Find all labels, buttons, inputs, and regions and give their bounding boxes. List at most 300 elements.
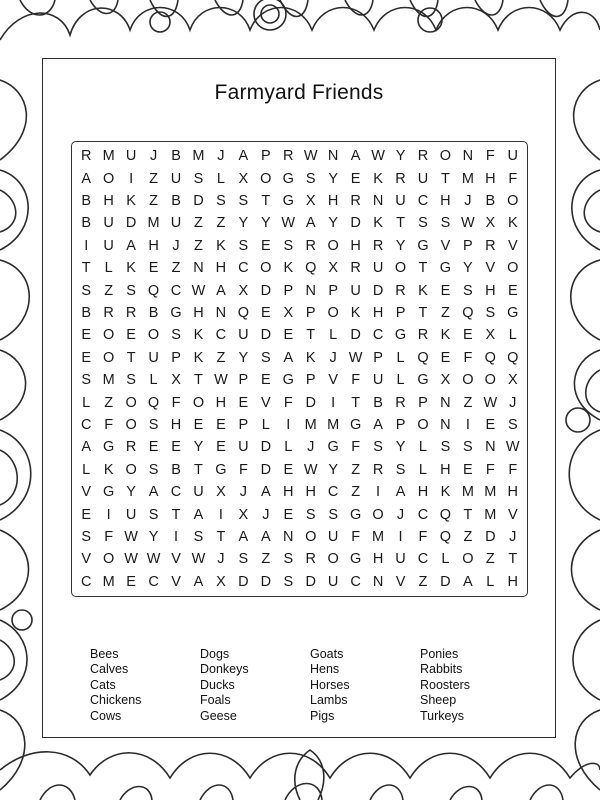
grid-cell[interactable]: G [282,192,294,209]
grid-cell[interactable]: O [125,461,137,478]
grid-cell[interactable]: I [218,506,223,523]
grid-cell[interactable]: U [170,215,182,232]
grid-cell[interactable]: C [417,551,429,568]
grid-cell[interactable]: O [327,551,339,568]
grid-cell[interactable]: D [350,215,361,232]
grid-cell[interactable]: A [350,148,361,165]
grid-cell[interactable]: H [440,192,451,209]
grid-cell[interactable]: R [350,260,361,277]
grid-cell[interactable]: U [395,551,406,568]
grid-cell[interactable]: F [351,372,361,389]
grid-cell[interactable]: D [238,573,249,590]
grid-cell[interactable]: A [238,148,249,165]
grid-cell[interactable]: I [84,237,89,254]
grid-cell[interactable]: U [125,506,137,523]
grid-cell[interactable]: R [395,170,406,187]
grid-cell[interactable]: Y [126,484,136,501]
grid-cell[interactable]: S [238,237,249,254]
grid-cell[interactable]: V [171,551,181,568]
grid-cell[interactable]: E [126,327,136,344]
grid-cell[interactable]: F [485,461,495,478]
grid-cell[interactable]: Y [328,461,338,478]
grid-cell[interactable]: T [418,304,428,321]
grid-cell[interactable]: L [82,394,91,411]
grid-cell[interactable]: L [441,551,450,568]
grid-cell[interactable]: T [126,349,136,366]
grid-cell[interactable]: O [192,394,205,411]
grid-cell[interactable]: G [394,327,407,344]
grid-cell[interactable]: U [395,192,406,209]
grid-cell[interactable]: O [260,260,272,277]
grid-cell[interactable]: S [283,573,294,590]
grid-cell[interactable]: A [148,484,159,501]
grid-cell[interactable]: K [103,461,114,478]
grid-cell[interactable]: L [508,327,517,344]
grid-cell[interactable]: E [350,170,361,187]
grid-cell[interactable]: Z [351,484,361,501]
grid-cell[interactable]: N [215,304,227,321]
grid-cell[interactable]: W [214,372,228,389]
grid-cell[interactable]: M [304,416,317,433]
grid-cell[interactable]: H [485,170,496,187]
grid-cell[interactable]: Z [440,304,450,321]
grid-cell[interactable]: L [486,573,495,590]
grid-cell[interactable]: S [305,506,316,523]
grid-cell[interactable]: E [81,327,92,344]
grid-cell[interactable]: S [463,282,473,299]
grid-cell[interactable]: H [283,484,294,501]
grid-cell[interactable]: D [305,394,316,411]
grid-cell[interactable]: Z [171,260,181,277]
grid-cell[interactable]: K [350,304,361,321]
grid-cell[interactable]: Y [328,170,338,187]
grid-cell[interactable]: X [238,282,249,299]
grid-cell[interactable]: W [191,282,206,299]
grid-cell[interactable]: R [372,237,384,254]
grid-cell[interactable]: N [305,282,316,299]
grid-cell[interactable]: W [348,349,363,366]
grid-cell[interactable]: D [440,573,451,590]
grid-cell[interactable]: W [281,215,296,232]
grid-cell[interactable]: G [282,372,294,389]
grid-cell[interactable]: O [125,394,137,411]
grid-cell[interactable]: N [440,394,451,411]
grid-cell[interactable]: B [148,304,159,321]
grid-cell[interactable]: Y [395,237,406,254]
grid-cell[interactable]: W [371,148,385,165]
grid-cell[interactable]: X [485,327,496,344]
grid-cell[interactable]: U [507,148,519,165]
grid-cell[interactable]: P [395,304,406,321]
grid-cell[interactable]: A [193,506,204,523]
grid-cell[interactable]: L [329,327,338,344]
grid-cell[interactable]: U [350,282,361,299]
grid-cell[interactable]: O [327,237,339,254]
grid-cell[interactable]: Y [463,260,473,277]
grid-cell[interactable]: J [329,349,337,366]
grid-cell[interactable]: S [283,237,294,254]
grid-cell[interactable]: S [395,461,406,478]
grid-cell[interactable]: T [194,372,203,389]
grid-cell[interactable]: M [461,170,474,187]
grid-cell[interactable]: E [171,439,181,456]
grid-cell[interactable]: Y [395,148,406,165]
grid-cell[interactable]: Z [261,551,271,568]
grid-cell[interactable]: S [148,416,159,433]
grid-cell[interactable]: Z [216,215,226,232]
grid-cell[interactable]: K [216,237,226,254]
grid-cell[interactable]: F [485,148,495,165]
grid-cell[interactable]: V [81,484,92,501]
grid-cell[interactable]: P [305,372,316,389]
grid-cell[interactable]: T [440,170,450,187]
grid-cell[interactable]: F [418,528,428,545]
grid-cell[interactable]: S [193,170,204,187]
grid-cell[interactable]: M [327,416,340,433]
grid-cell[interactable]: V [395,573,406,590]
grid-cell[interactable]: O [125,416,137,433]
grid-cell[interactable]: Q [439,528,452,545]
grid-cell[interactable]: L [396,349,405,366]
grid-cell[interactable]: A [395,484,406,501]
grid-cell[interactable]: L [284,439,293,456]
grid-cell[interactable]: D [372,282,384,299]
grid-cell[interactable]: G [327,439,339,456]
grid-cell[interactable]: E [148,439,159,456]
grid-cell[interactable]: A [81,170,92,187]
grid-cell[interactable]: G [215,461,227,478]
grid-cell[interactable]: X [238,170,249,187]
grid-cell[interactable]: S [81,372,92,389]
grid-cell[interactable]: O [103,170,115,187]
grid-cell[interactable]: I [174,528,179,545]
grid-cell[interactable]: O [462,372,474,389]
grid-cell[interactable]: R [417,148,429,165]
grid-cell[interactable]: Q [237,304,249,321]
grid-cell[interactable]: C [170,484,182,501]
grid-cell[interactable]: H [507,573,519,590]
grid-cell[interactable]: I [106,506,111,523]
grid-cell[interactable]: C [170,282,182,299]
grid-cell[interactable]: S [463,439,473,456]
grid-cell[interactable]: B [373,394,383,411]
grid-cell[interactable]: V [81,551,92,568]
grid-cell[interactable]: O [507,192,519,209]
grid-cell[interactable]: C [417,506,429,523]
grid-cell[interactable]: E [216,439,226,456]
grid-cell[interactable]: A [260,528,271,545]
grid-cell[interactable]: Y [238,215,249,232]
grid-cell[interactable]: Q [417,349,429,366]
grid-cell[interactable]: I [286,416,291,433]
grid-cell[interactable]: P [171,349,181,366]
grid-cell[interactable]: Z [463,394,473,411]
grid-cell[interactable]: C [215,327,227,344]
grid-cell[interactable]: B [81,304,92,321]
grid-cell[interactable]: Y [328,215,338,232]
grid-cell[interactable]: P [373,349,383,366]
grid-cell[interactable]: D [260,282,272,299]
grid-cell[interactable]: E [440,282,451,299]
grid-cell[interactable]: E [216,416,226,433]
grid-cell[interactable]: S [126,372,136,389]
grid-cell[interactable]: A [260,484,271,501]
grid-cell[interactable]: R [485,237,496,254]
grid-cell[interactable]: E [260,372,271,389]
grid-cell[interactable]: K [283,260,294,277]
grid-cell[interactable]: S [238,551,249,568]
grid-cell[interactable]: Z [418,573,428,590]
grid-cell[interactable]: E [507,282,518,299]
grid-cell[interactable]: H [485,282,496,299]
grid-cell[interactable]: T [418,260,428,277]
grid-cell[interactable]: D [485,528,496,545]
grid-cell[interactable]: H [372,551,384,568]
grid-cell[interactable]: H [350,237,361,254]
grid-cell[interactable]: H [440,461,451,478]
grid-cell[interactable]: J [149,148,158,165]
grid-cell[interactable]: E [238,394,249,411]
grid-cell[interactable]: M [102,148,115,165]
grid-cell[interactable]: T [351,394,361,411]
grid-cell[interactable]: K [126,192,136,209]
grid-cell[interactable]: T [81,260,91,277]
grid-cell[interactable]: B [81,192,92,209]
grid-cell[interactable]: E [81,349,92,366]
grid-cell[interactable]: H [193,304,204,321]
grid-cell[interactable]: K [440,484,451,501]
grid-cell[interactable]: S [507,416,518,433]
grid-cell[interactable]: A [463,573,473,590]
grid-cell[interactable]: D [305,573,316,590]
grid-cell[interactable]: S [81,282,92,299]
grid-cell[interactable]: Q [462,304,474,321]
grid-cell[interactable]: B [485,192,496,209]
grid-cell[interactable]: J [509,528,517,545]
grid-cell[interactable]: H [327,192,339,209]
grid-cell[interactable]: T [306,327,316,344]
grid-cell[interactable]: N [462,148,474,165]
grid-cell[interactable]: V [440,237,451,254]
grid-cell[interactable]: X [440,372,451,389]
grid-cell[interactable]: O [462,551,474,568]
grid-cell[interactable]: P [238,416,249,433]
grid-cell[interactable]: W [303,148,318,165]
grid-cell[interactable]: F [508,461,518,478]
grid-cell[interactable]: M [147,215,160,232]
grid-cell[interactable]: Z [194,215,203,232]
grid-cell[interactable]: V [171,573,181,590]
grid-cell[interactable]: T [261,192,271,209]
grid-cell[interactable]: E [283,506,294,523]
grid-cell[interactable]: Z [104,282,114,299]
grid-cell[interactable]: S [328,506,338,523]
grid-cell[interactable]: G [103,439,115,456]
grid-cell[interactable]: J [217,148,225,165]
grid-cell[interactable]: A [193,573,204,590]
grid-cell[interactable]: H [417,484,429,501]
grid-cell[interactable]: L [104,260,113,277]
grid-cell[interactable]: R [350,192,361,209]
grid-cell[interactable]: K [373,215,383,232]
grid-cell[interactable]: M [102,372,115,389]
grid-cell[interactable]: X [485,215,496,232]
grid-cell[interactable]: H [215,260,227,277]
grid-cell[interactable]: L [149,372,158,389]
grid-cell[interactable]: B [171,192,181,209]
grid-cell[interactable]: R [372,461,384,478]
grid-cell[interactable]: D [260,573,272,590]
grid-cell[interactable]: W [483,394,498,411]
grid-cell[interactable]: Z [104,394,114,411]
grid-cell[interactable]: F [104,416,114,433]
grid-cell[interactable]: Z [216,349,226,366]
grid-cell[interactable]: M [372,528,385,545]
grid-cell[interactable]: T [216,528,226,545]
grid-cell[interactable]: E [81,506,92,523]
grid-cell[interactable]: X [216,573,226,590]
grid-cell[interactable]: Z [149,170,158,187]
grid-cell[interactable]: Z [463,528,473,545]
grid-cell[interactable]: S [440,439,451,456]
grid-cell[interactable]: B [81,215,92,232]
grid-cell[interactable]: D [260,439,272,456]
grid-cell[interactable]: X [238,506,249,523]
grid-cell[interactable]: I [376,484,381,501]
grid-cell[interactable]: S [216,192,226,209]
grid-cell[interactable]: L [418,461,427,478]
grid-cell[interactable]: G [103,484,115,501]
grid-cell[interactable]: A [81,439,92,456]
grid-cell[interactable]: M [192,148,205,165]
grid-cell[interactable]: H [103,192,114,209]
grid-cell[interactable]: T [194,461,203,478]
grid-cell[interactable]: I [129,170,134,187]
grid-cell[interactable]: P [418,394,428,411]
grid-cell[interactable]: N [283,528,294,545]
grid-cell[interactable]: U [327,573,339,590]
grid-cell[interactable]: B [171,148,181,165]
grid-cell[interactable]: Q [439,506,452,523]
grid-cell[interactable]: L [261,416,270,433]
grid-cell[interactable]: P [328,282,338,299]
grid-cell[interactable]: E [126,573,136,590]
grid-cell[interactable]: Y [148,528,159,545]
grid-cell[interactable]: E [283,327,294,344]
grid-cell[interactable]: D [193,192,204,209]
grid-cell[interactable]: S [440,215,451,232]
grid-cell[interactable]: R [395,282,406,299]
grid-cell[interactable]: E [440,349,451,366]
grid-cell[interactable]: J [239,484,247,501]
grid-cell[interactable]: K [193,349,204,366]
grid-cell[interactable]: C [372,327,384,344]
grid-cell[interactable]: X [328,260,338,277]
grid-cell[interactable]: A [305,215,316,232]
grid-cell[interactable]: O [327,304,339,321]
grid-cell[interactable]: D [260,327,272,344]
grid-cell[interactable]: J [509,394,517,411]
grid-cell[interactable]: K [507,215,518,232]
grid-cell[interactable]: G [417,372,429,389]
grid-cell[interactable]: K [418,282,428,299]
grid-cell[interactable]: O [439,148,452,165]
grid-cell[interactable]: N [372,192,384,209]
grid-cell[interactable]: U [170,170,182,187]
grid-cell[interactable]: V [507,506,518,523]
grid-cell[interactable]: W [124,528,138,545]
grid-cell[interactable]: V [328,372,338,389]
grid-cell[interactable]: S [260,349,271,366]
grid-cell[interactable]: P [283,282,294,299]
grid-cell[interactable]: S [148,506,159,523]
grid-cell[interactable]: C [80,573,92,590]
grid-cell[interactable]: R [125,439,137,456]
grid-cell[interactable]: W [303,461,318,478]
grid-cell[interactable]: W [191,551,206,568]
grid-cell[interactable]: Y [260,215,271,232]
grid-cell[interactable]: Q [484,349,496,366]
grid-cell[interactable]: N [193,260,204,277]
grid-cell[interactable]: S [126,282,136,299]
grid-cell[interactable]: O [507,260,519,277]
grid-cell[interactable]: Q [305,260,317,277]
grid-cell[interactable]: N [327,148,339,165]
grid-cell[interactable]: W [505,439,520,456]
grid-cell[interactable]: F [171,394,181,411]
grid-cell[interactable]: O [103,551,115,568]
grid-cell[interactable]: R [125,304,137,321]
grid-cell[interactable]: K [193,327,204,344]
grid-cell[interactable]: J [217,551,225,568]
grid-cell[interactable]: O [484,372,496,389]
grid-cell[interactable]: S [418,215,428,232]
grid-cell[interactable]: O [372,506,384,523]
grid-cell[interactable]: S [305,170,316,187]
grid-cell[interactable]: O [394,260,407,277]
grid-cell[interactable]: U [103,237,114,254]
grid-cell[interactable]: T [171,506,181,523]
grid-cell[interactable]: G [170,304,182,321]
grid-cell[interactable]: L [216,170,225,187]
grid-cell[interactable]: Q [507,349,519,366]
grid-cell[interactable]: H [507,484,519,501]
grid-cell[interactable]: G [282,170,294,187]
grid-cell[interactable]: J [464,192,472,209]
grid-cell[interactable]: Q [147,282,160,299]
grid-cell[interactable]: H [372,304,384,321]
grid-cell[interactable]: F [508,170,518,187]
grid-cell[interactable]: U [238,327,249,344]
grid-cell[interactable]: O [103,349,115,366]
grid-cell[interactable]: U [372,260,384,277]
grid-cell[interactable]: X [171,372,181,389]
grid-cell[interactable]: V [507,237,518,254]
grid-cell[interactable]: O [103,327,115,344]
grid-cell[interactable]: J [262,506,270,523]
grid-cell[interactable]: C [417,192,429,209]
grid-cell[interactable]: C [80,416,92,433]
grid-cell[interactable]: P [305,304,316,321]
grid-cell[interactable]: O [147,327,160,344]
grid-cell[interactable]: O [260,170,272,187]
grid-cell[interactable]: R [395,394,406,411]
grid-cell[interactable]: U [193,484,204,501]
grid-cell[interactable]: S [81,528,92,545]
grid-cell[interactable]: E [148,260,159,277]
grid-cell[interactable]: Z [194,237,203,254]
grid-cell[interactable]: H [170,416,182,433]
